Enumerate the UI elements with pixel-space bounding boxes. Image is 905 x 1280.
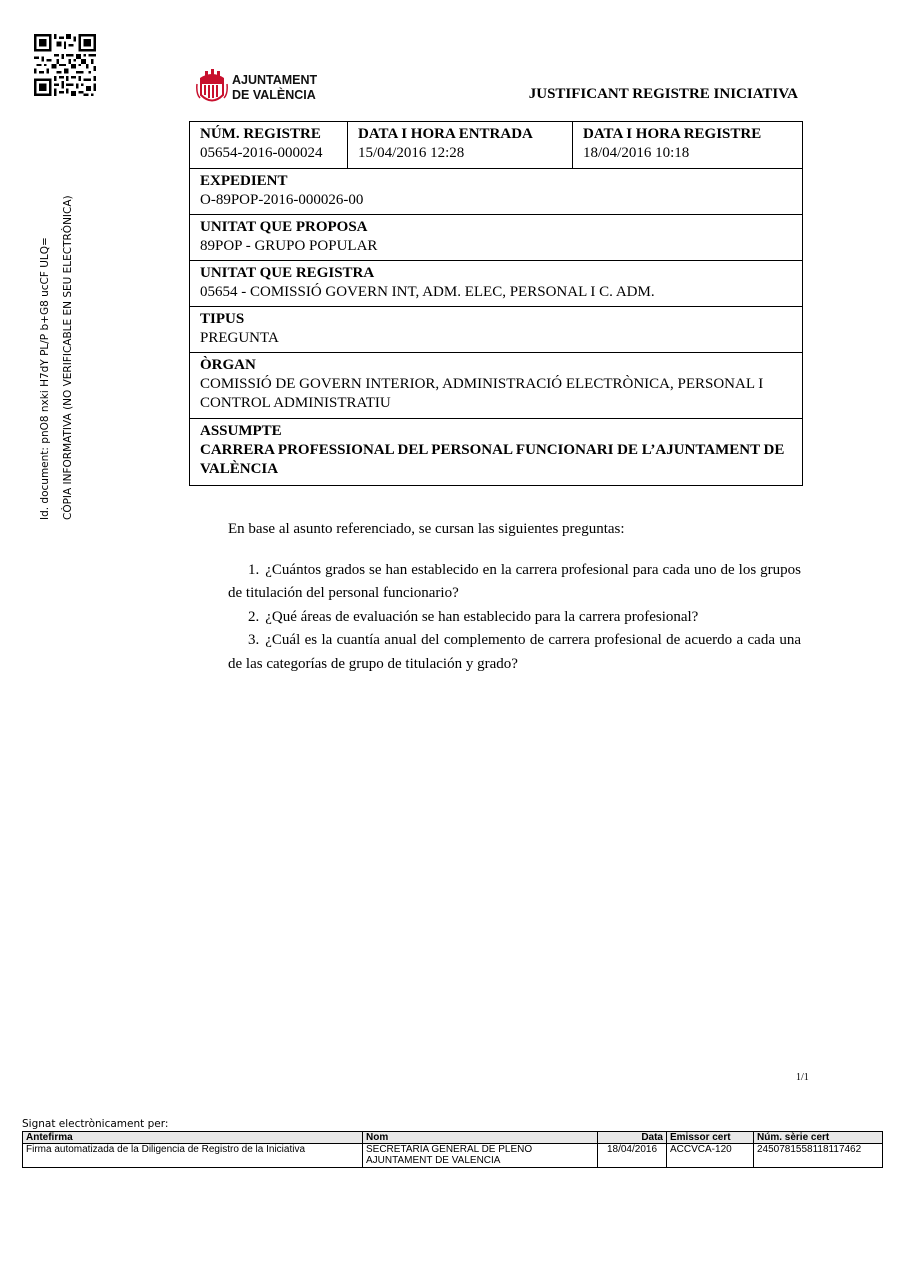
document-title: JUSTIFICANT REGISTRE INICIATIVA <box>528 86 798 102</box>
id-document-text: Id. document: pnO8 nxki H7dY PL/P b+G8 ucCF ULQ= <box>39 237 51 520</box>
entrada-value: 15/04/2016 12:28 <box>358 145 465 161</box>
question-item <box>228 629 801 676</box>
registre-table <box>189 121 803 486</box>
assumpte-cell <box>190 419 803 486</box>
nom-value <box>363 1144 598 1168</box>
copia-informativa-text: CÒPIA INFORMATIVA (NO VERIFICABLE EN SEU ELECTRÒNICA) <box>62 195 74 520</box>
organ-label: ÒRGAN <box>200 357 256 373</box>
tipus-label: TIPUS <box>200 311 245 327</box>
signature-table <box>22 1131 883 1168</box>
ajuntament-logo <box>196 68 317 108</box>
organ-cell <box>190 353 803 419</box>
expedient-value: O-89POP-2016-000026-00 <box>200 192 364 208</box>
emissor-value: ACCVCA-120 <box>667 1144 754 1168</box>
proposa-label: UNITAT QUE PROPOSA <box>200 219 368 235</box>
intro-paragraph: En base al asunto referenciado, se cursan las siguientes preguntas: <box>228 521 625 537</box>
assumpte-value: CARRERA PROFESSIONAL DEL PERSONAL FUNCIONARI DE L’AJUNTAMENT DE VALÈNCIA <box>200 442 785 477</box>
nom-line-1: SECRETARIA GENERAL DE PLENO <box>366 1144 533 1155</box>
body-text <box>228 518 801 676</box>
question-number: 1. <box>248 561 260 578</box>
page-number: 1/1 <box>796 1072 809 1083</box>
question-text: ¿Qué áreas de evaluación se han establecido para la carrera profesional? <box>265 608 699 625</box>
question-number: 3. <box>248 632 260 648</box>
qr-code-icon <box>34 34 96 96</box>
tipus-value: PREGUNTA <box>200 330 279 346</box>
num-registre-cell <box>190 122 348 169</box>
registre-cell <box>573 122 803 169</box>
registra-label: UNITAT QUE REGISTRA <box>200 265 375 281</box>
organ-value: COMISSIÓ DE GOVERN INTERIOR, ADMINISTRACIÓ ELECTRÒNICA, PERSONAL I CONTROL ADMINISTRATIU <box>200 376 764 411</box>
logo-line-2: DE VALÈNCIA <box>232 88 316 102</box>
question-number: 2. <box>248 608 260 625</box>
entrada-cell <box>348 122 573 169</box>
question-item <box>228 606 801 630</box>
registra-cell <box>190 261 803 307</box>
emissor-header: Emissor cert <box>667 1132 754 1144</box>
question-item <box>228 559 801 606</box>
proposa-value: 89POP - GRUPO POPULAR <box>200 238 378 254</box>
data-value: 18/04/2016 <box>598 1144 667 1168</box>
proposa-cell <box>190 215 803 261</box>
registre-value: 18/04/2016 10:18 <box>583 145 690 161</box>
signature-label: Signat electrònicament per: <box>22 1118 169 1130</box>
tipus-cell <box>190 307 803 353</box>
assumpte-label: ASSUMPTE <box>200 423 282 439</box>
logo-line-1: AJUNTAMENT <box>232 73 318 87</box>
registre-label: DATA I HORA REGISTRE <box>583 126 762 142</box>
serie-header: Núm. sèrie cert <box>754 1132 883 1144</box>
valencia-seal-icon <box>196 68 228 108</box>
question-text: ¿Cuál es la cuantía anual del complemento de carrera profesional de acuerdo a cada una de las categorías de grupo de titulación y grado? <box>228 632 801 672</box>
nom-header: Nom <box>363 1132 598 1144</box>
expedient-cell <box>190 169 803 215</box>
registra-value: 05654 - COMISSIÓ GOVERN INT, ADM. ELEC, PERSONAL I C. ADM. <box>200 284 655 300</box>
expedient-label: EXPEDIENT <box>200 173 288 189</box>
data-header: Data <box>598 1132 667 1144</box>
num-registre-label: NÚM. REGISTRE <box>200 126 321 142</box>
antefirma-value: Firma automatizada de la Diligencia de Registro de la Iniciativa <box>23 1144 363 1168</box>
question-text: ¿Cuántos grados se han establecido en la carrera profesional para cada uno de los grupos de titulación del personal funcionario? <box>228 561 801 601</box>
antefirma-header: Antefirma <box>23 1132 363 1144</box>
entrada-label: DATA I HORA ENTRADA <box>358 126 533 142</box>
nom-line-2: AJUNTAMENT DE VALENCIA <box>366 1155 501 1166</box>
num-registre-value: 05654-2016-000024 <box>200 145 323 161</box>
serie-value: 2450781558118117462 <box>754 1144 883 1168</box>
